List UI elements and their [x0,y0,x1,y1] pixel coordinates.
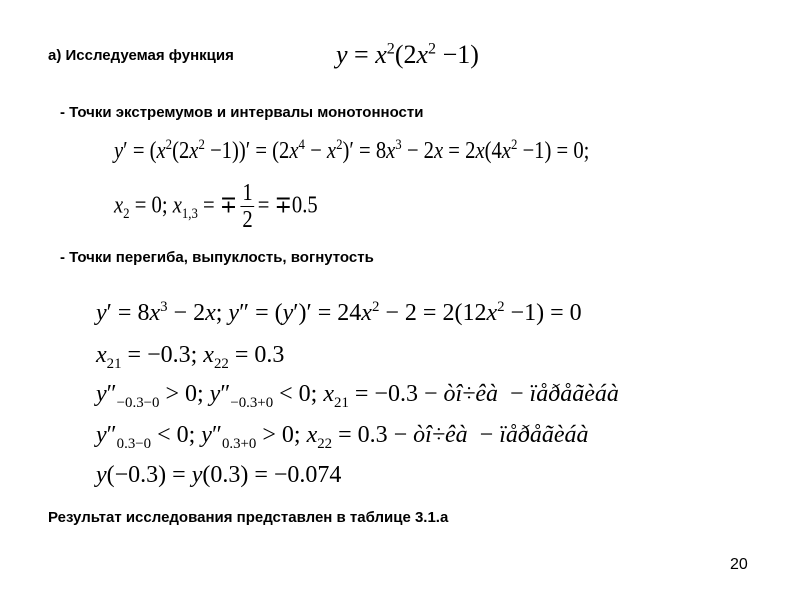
result-text: Результат исследования представлен в таблице 3.1.а [48,509,449,526]
inflection-sign-right: $y''_{0.3-0} < 0$; $y''_{0.3+0} > 0$; $x_{22} = 0.3$ − òî÷êà − ïåðåãèáà [96,422,589,452]
function-label: а) Исследуемая функция [48,47,234,64]
inflection-sign-left: $y''_{-0.3-0} > 0$; $y''_{-0.3+0} < 0$; $x_{21} = -0.3$ − òî÷êà − ïåðåãèáà [96,381,619,411]
extrema-section-title: - Точки экстремумов и интервалы монотонности [60,104,424,121]
inflection-points: $x_{21} = -0.3$; $x_{22} = 0.3$ [96,342,285,372]
function-formula: $y = x^2(2x^2 -1)$ [336,40,479,69]
page-number: 20 [730,556,748,573]
inflection-section-title: - Точки перегиба, выпуклость, вогнутость [60,249,374,266]
roots-equation: $x_2 = 0$; $x_{1,3}$ = ∓ $\frac{1}{2}$ = ∓0.5 [114,180,318,234]
derivative-equation: $y' = (x^2(2x^2 -1))' = (2x^4 - x^2)' = 8x^3 - 2x = 2x(4x^2 -1) = 0$; [114,137,590,164]
inflection-value: y(−0.3) = y(0.3) = −0.074 [96,462,342,488]
second-derivative-equation: $y' = 8x^3 - 2x$; $y'' = (y')' = 24x^2 - 2 = 2(12x^2 -1) = 0$ [96,299,582,326]
